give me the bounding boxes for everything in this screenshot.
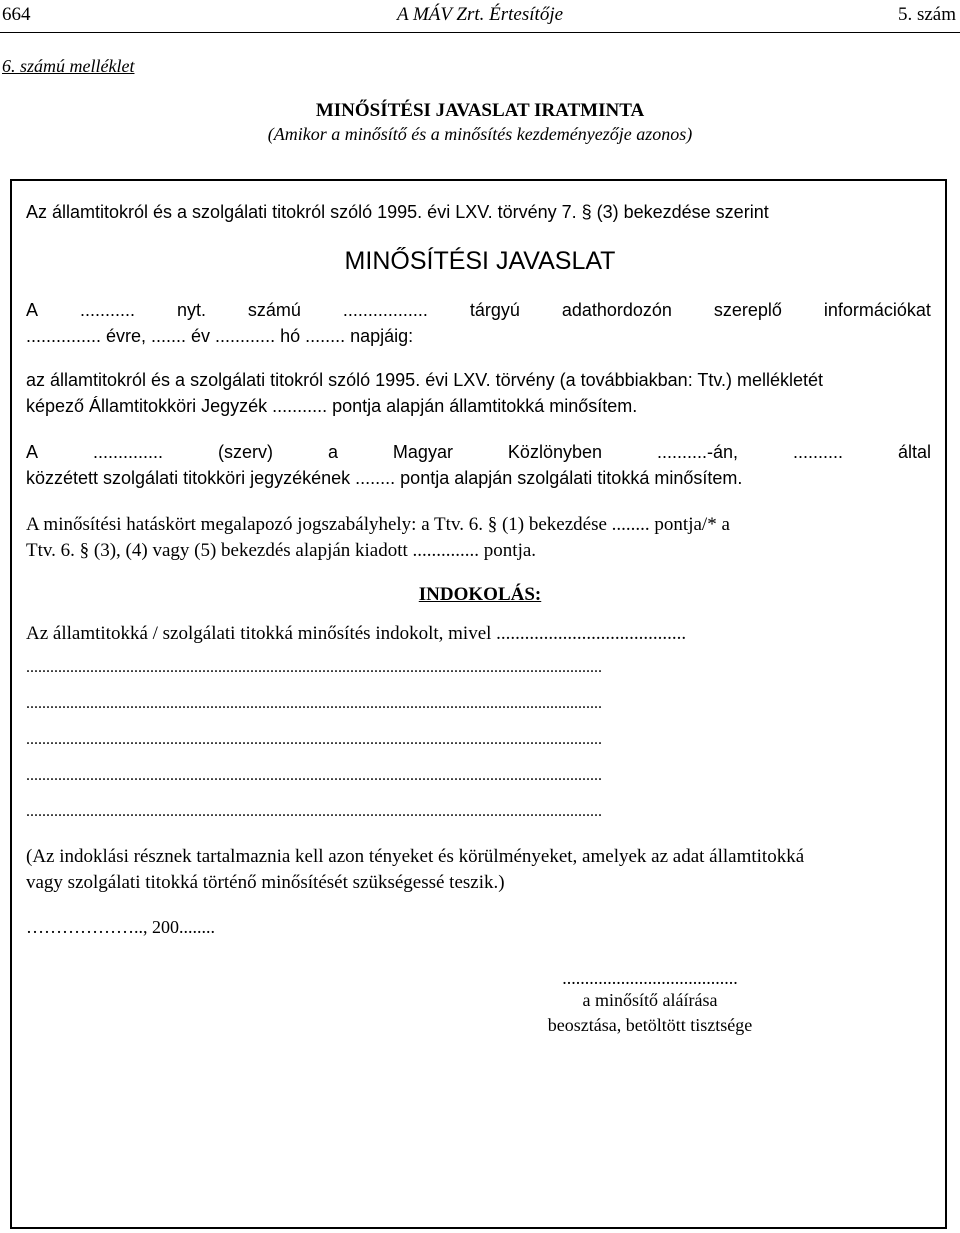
justification-intro: Az államtitokká / szolgálati titokká minősítés indokolt, mivel ........................................ (26, 623, 687, 644)
dotted-line: ................................................................................................................................................ (26, 767, 602, 784)
dotted-line: ................................................................................................................................................ (26, 659, 602, 676)
signature-line: ....................................... (562, 968, 738, 988)
paragraph-4-line-1: A minősítési hatáskört megalapozó jogszabályhely: a Ttv. 6. § (1) bekezdése ........ pontja/* a (26, 514, 730, 535)
paragraph-2-line-1: az államtitokról és a szolgálati titokról szóló 1995. évi LXV. törvény (a továbbiakban: Ttv.) mellékletét (26, 370, 824, 390)
justification-heading: INDOKOLÁS: (418, 584, 542, 605)
paragraph-1-line-1: A ........... nyt. számú ................. tárgyú adathordozón szereplő információkat (26, 300, 931, 320)
page-number: 664 (2, 4, 31, 25)
annex-label: 6. számú melléklet (2, 56, 135, 76)
dotted-line: ................................................................................................................................................ (26, 803, 602, 820)
place-date: ……………….., 200........ (26, 917, 215, 937)
journal-title: A MÁV Zrt. Értesítője (396, 4, 564, 25)
note-line-2: vagy szolgálati titokká történő minősítését szükségessé teszik.) (26, 872, 505, 893)
signature-label: a minősítő aláírása (582, 990, 718, 1010)
legal-basis: Az államtitokról és a szolgálati titokról szóló 1995. évi LXV. törvény 7. § (3) bekezdése szerint (26, 202, 769, 222)
paragraph-2-line-2: képező Államtitokköri Jegyzék ........... pontja alapján államtitokká minősítem. (26, 396, 638, 416)
issue-number: 5. szám (897, 4, 956, 25)
proposal-heading: MINŐSÍTÉSI JAVASLAT (344, 247, 616, 275)
document-title: MINŐSÍTÉSI JAVASLAT IRATMINTA (315, 100, 645, 121)
paragraph-1-line-2: ............... évre, ....... év ............ hó ........ napjáig: (26, 326, 414, 346)
document-subtitle: (Amikor a minősítő és a minősítés kezdeményezője azonos) (267, 124, 693, 144)
signature-position: beosztása, betöltött tisztsége (547, 1015, 753, 1035)
dotted-line: ................................................................................................................................................ (26, 695, 602, 712)
paragraph-3-line-1: A .............. (szerv) a Magyar Közlönyben ..........-án, .......... által (26, 442, 931, 462)
paragraph-3-line-2: közzétett szolgálati titokköri jegyzékének ........ pontja alapján szolgálati titokká minősítem. (26, 468, 743, 488)
header-rule (0, 32, 960, 33)
dotted-line: ................................................................................................................................................ (26, 731, 602, 748)
paragraph-4-line-2: Ttv. 6. § (3), (4) vagy (5) bekezdés alapján kiadott .............. pontja. (26, 540, 537, 561)
note-line-1: (Az indoklási résznek tartalmaznia kell azon tényeket és körülményeket, amelyek az adat államtitokká (26, 846, 805, 867)
